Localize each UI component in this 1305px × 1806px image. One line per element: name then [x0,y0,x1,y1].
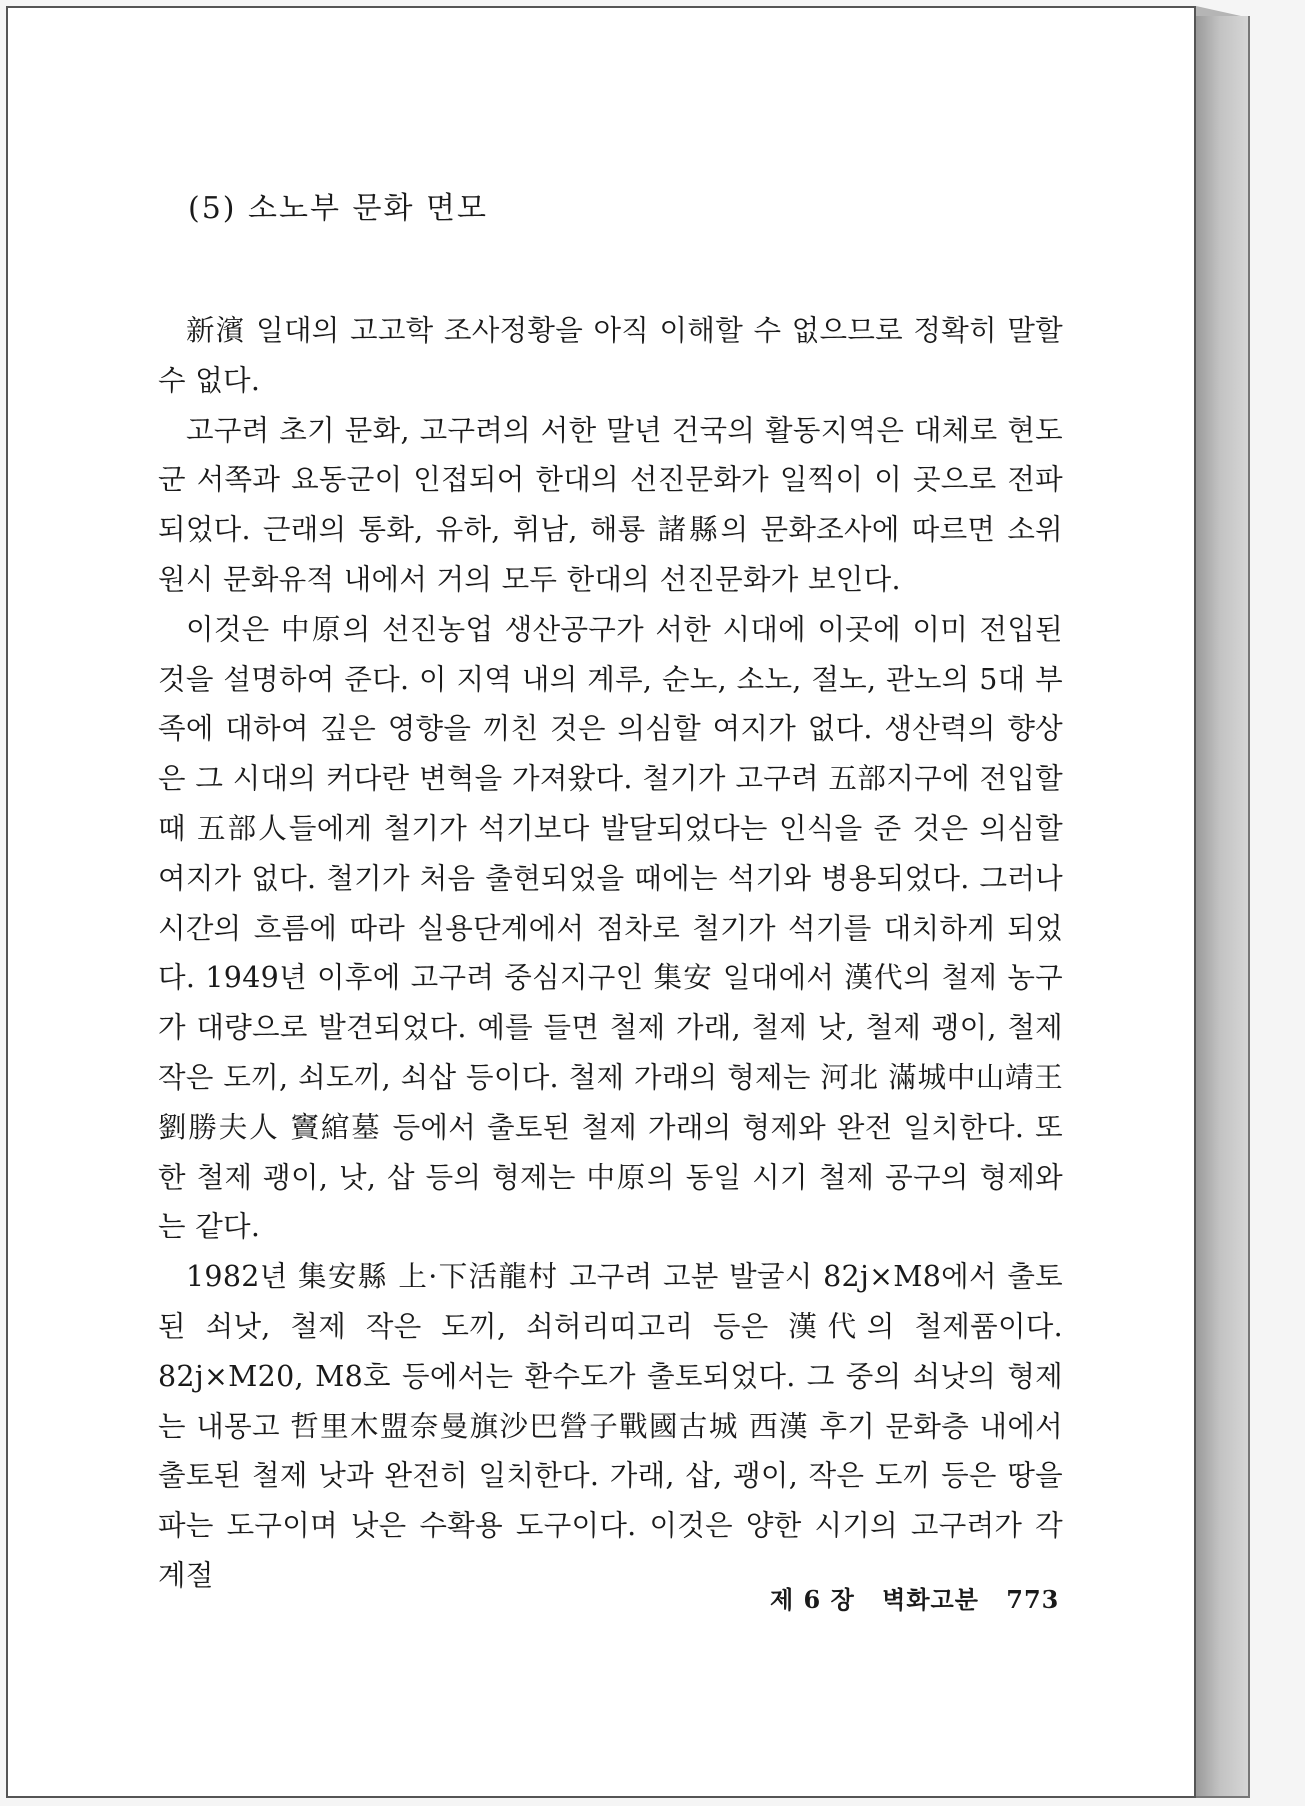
paragraph: 新濱 일대의 고고학 조사정황을 아직 이해할 수 없으므로 정확히 말할 수 없다. [158,314,1063,397]
page-footer [770,1580,1077,1615]
chapter-title: 벽화고분 [882,1585,979,1614]
page-number: 773 [1006,1585,1060,1614]
paragraph: 고구려 초기 문화, 고구려의 서한 말년 건국의 활동지역은 대체로 현도군 서쪽과 요동군이 인접되어 한대의 선진문화가 일찍이 이 곳으로 전파되었다. 근래의 통화, 유하, 휘남, 해룡 諸縣의 문화조사에 따르면 소위 원시 문화유적 내에서 거의 모두 한대의 선진문화가 보인다. [158,413,1063,596]
paragraph: 1982년 集安縣 上·下活龍村 고구려 고분 발굴시 82j×M8에서 출토된 쇠낫, 철제 작은 도끼, 쇠허리띠고리 등은 漢代의 철제품이다. 82j×M20, M8호 등에서는 환수도가 출토되었다. 그 중의 쇠낫의 형제는 내몽고 哲里木盟奈曼旗沙巴營子戰國古城 西漢 후기 문화층 내에서 출토된 철제 낫과 완전히 일치한다. 가래, 삽, 괭이, 작은 도끼 등은 땅을 파는 도구이며 낫은 수확용 도구이다. 이것은 양한 시기의 고구려가 각 계절 [158,1260,1063,1592]
section-title: (5) 소노부 문화 면모 [188,191,488,226]
page-content [158,188,1063,1601]
paragraph: 이것은 中原의 선진농업 생산공구가 서한 시대에 이곳에 이미 전입된 것을 설명하여 준다. 이 지역 내의 계루, 순노, 소노, 절노, 관노의 5대 부족에 대하여 깊은 영향을 끼친 것은 의심할 여지가 없다. 생산력의 향상은 그 시대의 커다란 변혁을 가져왔다. 철기가 고구려 五部지구에 전입할 때 五部人들에게 철기가 석기보다 발달되었다는 인식을 준 것은 의심할 여지가 없다. 철기가 처음 출현되었을 때에는 석기와 병용되었다. 그러나 시간의 흐름에 따라 실용단계에서 점차로 철기가 석기를 대치하게 되었다. 1949년 이후에 고구려 중심지구인 集安 일대에서 漢代의 철제 농구가 대량으로 발견되었다. 예를 들면 철제 가래, 철제 낫, 철제 괭이, 철제 작은 도끼, 쇠도끼, 쇠삽 등이다. 철제 가래의 형제는 河北 滿城中山靖王 劉勝夫人 竇綰墓 등에서 출토된 철제 가래의 형제와 완전 일치한다. 또한 철제 괭이, 낫, 삽 등의 형제는 中原의 동일 시기 철제 공구의 형제와는 같다. [158,612,1063,1244]
page-stack-edge [1196,16,1250,1798]
chapter-label: 제 6 장 [770,1585,855,1614]
